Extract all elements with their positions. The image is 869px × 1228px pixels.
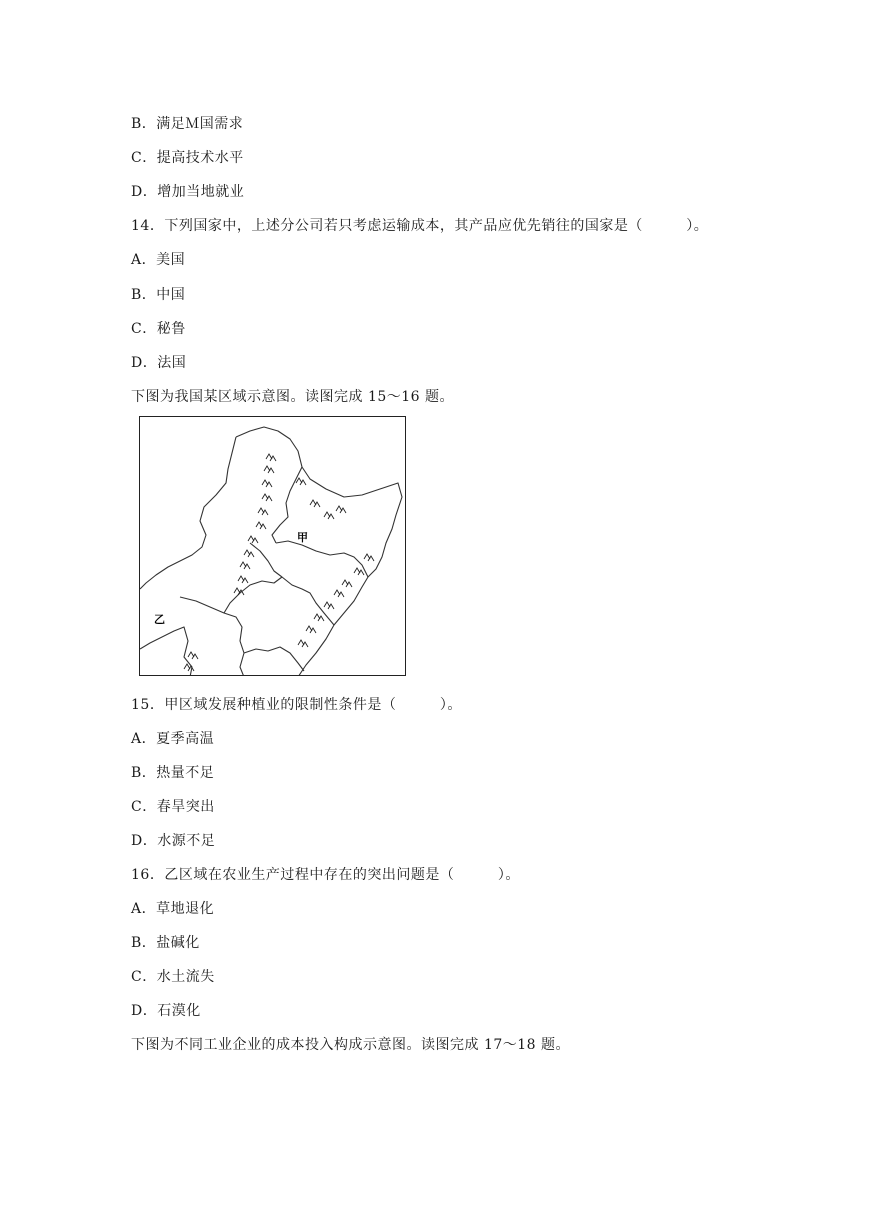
q14-stem: 14．下列国家中，上述分公司若只考虑运输成本，其产品应优先销往的国家是（ ）。 — [131, 218, 709, 234]
map-label-jia: 甲 — [297, 531, 308, 544]
q15-option-c: C．春旱突出 — [131, 799, 215, 815]
region-map-svg — [140, 417, 406, 676]
q14-option-d: D．法国 — [131, 355, 187, 371]
forest-icons — [184, 454, 374, 671]
q15-option-a: A．夏季高温 — [131, 731, 215, 747]
q16-option-d: D．石漠化 — [131, 1003, 201, 1019]
q15-option-d: D．水源不足 — [131, 833, 216, 849]
q13-option-d: D．增加当地就业 — [131, 184, 245, 200]
boundary-central — [250, 543, 334, 625]
q15-stem: 15．甲区域发展种植业的限制性条件是（ ）。 — [131, 697, 462, 713]
q14-option-b: B．中国 — [131, 287, 186, 303]
q16-option-c: C．水土流失 — [131, 969, 215, 985]
q13-option-c: C．提高技术水平 — [131, 150, 244, 166]
intro-17-18: 下图为不同工业企业的成本投入构成示意图。读图完成 17～18 题。 — [131, 1037, 571, 1053]
q14-option-c: C．秘鲁 — [131, 321, 186, 337]
q16-option-a: A．草地退化 — [131, 901, 215, 917]
region-map — [139, 416, 406, 676]
map-label-yi: 乙 — [154, 613, 165, 626]
boundary-south — [244, 647, 304, 671]
intro-15-16: 下图为我国某区域示意图。读图完成 15～16 题。 — [131, 389, 455, 405]
west-boundary — [140, 437, 236, 589]
q16-option-b: B．盐碱化 — [131, 935, 200, 951]
boundary-jia-south — [276, 541, 368, 577]
q13-option-b: B．满足Ｍ国需求 — [131, 116, 244, 132]
q14-option-a: A．美国 — [131, 252, 186, 268]
q15-option-b: B．热量不足 — [131, 765, 215, 781]
q16-stem: 16．乙区域在农业生产过程中存在的突出问题是（ ）。 — [131, 867, 520, 883]
boundary-inner — [224, 577, 282, 613]
